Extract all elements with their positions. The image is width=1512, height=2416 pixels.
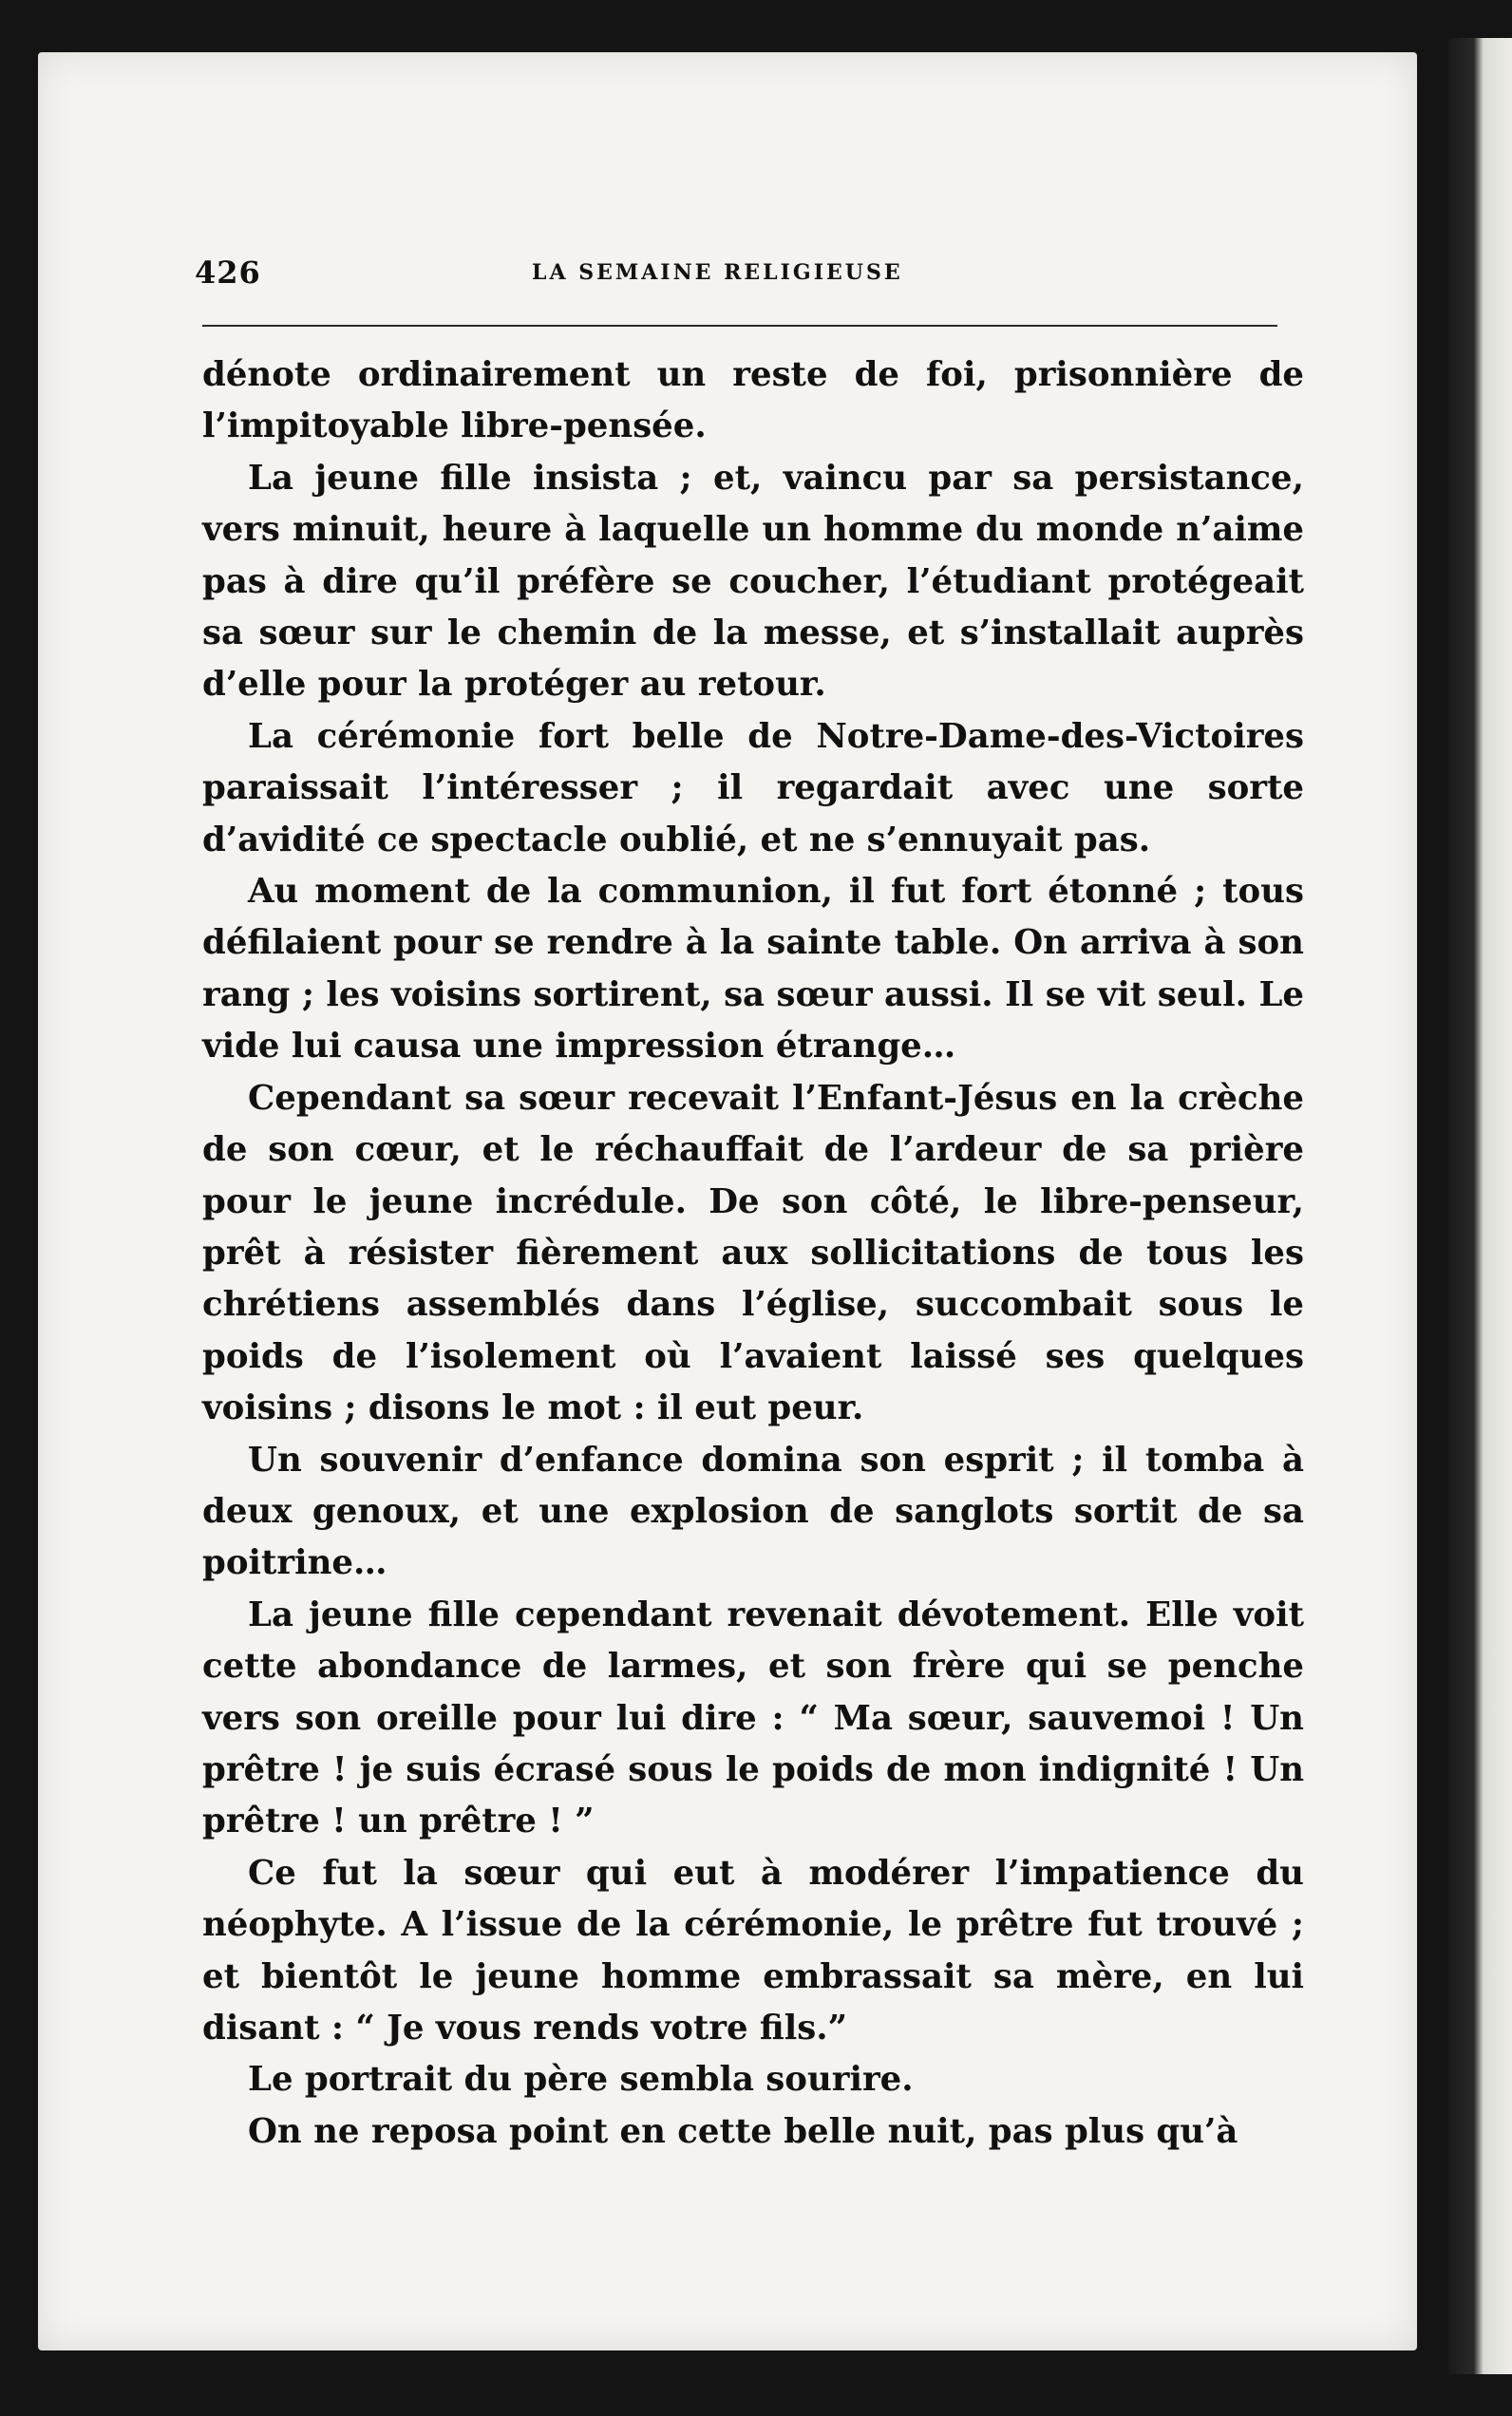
paragraph: Un souvenir d’enfance domina son esprit ; il tomba à deux genoux, et une explosion de sanglots sortit de sa poitrine… — [202, 1440, 1304, 1583]
body-text — [202, 349, 1304, 2158]
paragraph: La cérémonie fort belle de Notre-Dame-des-Victoires paraissait l’intéresser ; il regardait avec une sorte d’avidité ce spectacle oublié, et ne s’ennuyait pas. — [202, 716, 1304, 859]
paragraph: Ce fut la sœur qui eut à modérer l’impatience du néophyte. A l’issue de la cérémonie, le prêtre fut trouvé ; et bientôt le jeune homme embrassait sa mère, en lui disant : “ Je vous rends votre fils.” — [202, 1853, 1304, 2048]
paragraph: Le portrait du père sembla sourire. — [248, 2060, 914, 2100]
paragraph: Cependant sa sœur recevait l’Enfant-Jésus en la crèche de son cœur, et le réchauffait de l’ardeur de sa prière pour le jeune incrédule. De son côté, le libre-penseur, prêt à résister fièrement aux sollicitations de tous les chrétiens assemblés dans l’église, succombait sous le poids de l’isolement où l’avaient laissé ses quelques voisins ; disons le mot : il eut peur. — [202, 1078, 1304, 1428]
paragraph: Au moment de la communion, il fut fort étonné ; tous défilaient pour se rendre à la sainte table. On arriva à son rang ; les voisins sortirent, sa sœur aussi. Il se vit seul. Le vide lui causa une impression étrange… — [202, 872, 1304, 1066]
page-number: 426 — [195, 255, 261, 291]
facing-page-edge — [1448, 38, 1512, 2374]
paragraph: dénote ordinairement un reste de foi, prisonnière de l’impitoyable libre-pensée. — [202, 355, 1304, 446]
paragraph: La jeune fille cependant revenait dévotement. Elle voit cette abondance de larmes, et son frère qui se penche vers son oreille pour lui dire : “ Ma sœur, sauvemoi ! Un prêtre ! je suis écrasé sous le poids de mon indignité ! Un prêtre ! un prêtre ! ” — [202, 1595, 1304, 1841]
header-rule — [202, 325, 1277, 327]
running-title: LA SEMAINE RELIGIEUSE — [532, 260, 903, 285]
paragraph: La jeune fille insista ; et, vaincu par sa persistance, vers minuit, heure à laquelle un homme du monde n’aime pas à dire qu’il préfère se coucher, l’étudiant protégeait sa sœur sur le chemin de la messe, et s’installait auprès d’elle pour la protéger au retour. — [202, 458, 1304, 705]
running-head — [195, 255, 1282, 293]
paragraph: On ne reposa point en cette belle nuit, pas plus qu’à — [248, 2111, 1238, 2151]
